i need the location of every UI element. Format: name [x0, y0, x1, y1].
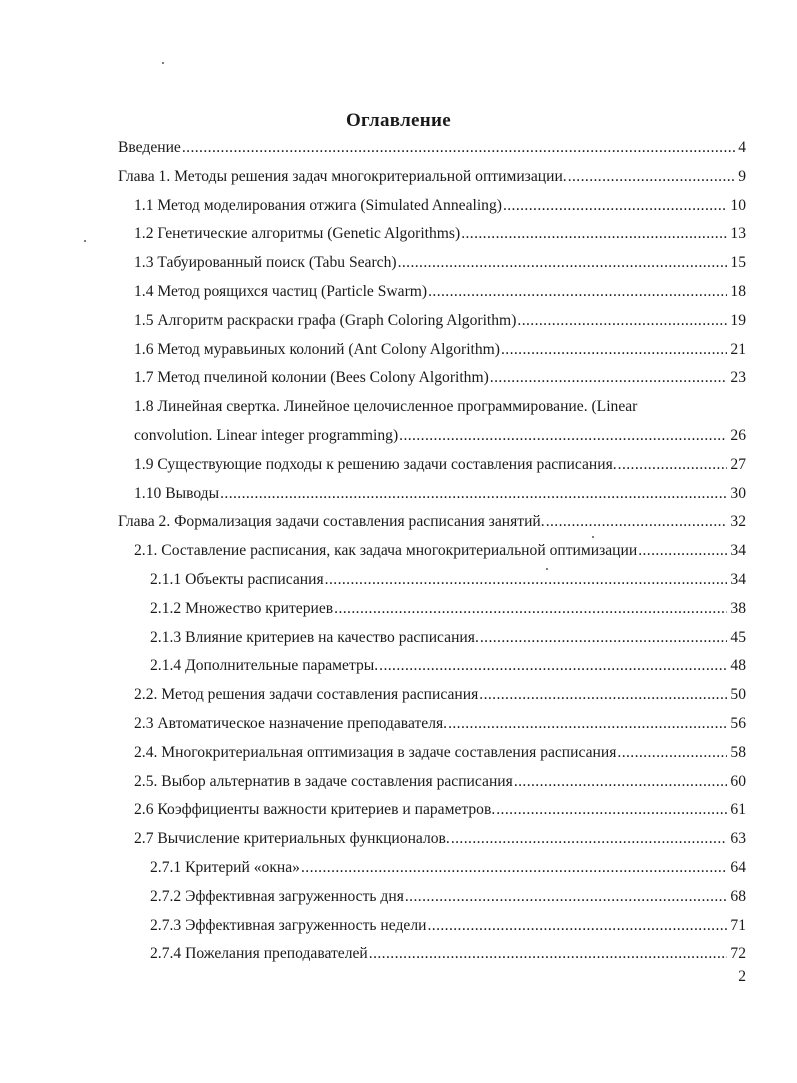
leader-dots: [496, 796, 727, 825]
toc-entry[interactable]: [118, 595, 746, 624]
toc-entry[interactable]: [118, 451, 746, 480]
toc-entry-label: 2.1. Составление расписания, как задача многокритериальной оптимизации: [134, 542, 638, 560]
toc-entry-page: 50: [730, 686, 746, 704]
toc-entry-label: 1.5 Алгоритм раскраски графа (Graph Coloring Algorithm): [134, 311, 517, 329]
toc-entry-label: 2.1.2 Множество критериев: [150, 599, 334, 617]
leader-dots: [448, 710, 727, 739]
toc-entry-page: 61: [730, 801, 746, 819]
leader-dots: [479, 681, 727, 710]
leader-dots: [379, 652, 727, 681]
scan-speck: [162, 62, 164, 64]
toc-entry[interactable]: [118, 364, 746, 393]
toc-entry-label: 1.3 Табуированный поиск (Tabu Search): [134, 254, 397, 272]
toc-entry-page: 48: [730, 657, 746, 675]
toc-entry-page: 9: [738, 167, 746, 185]
toc-entry-page: 27: [730, 455, 746, 473]
toc-entry-page: 30: [730, 484, 746, 502]
leader-dots: [427, 912, 727, 941]
toc-entry[interactable]: [118, 566, 746, 595]
toc-entry-label: convolution. Linear integer programming): [134, 426, 399, 444]
toc-entry-page: 13: [730, 225, 746, 243]
toc-entry[interactable]: [118, 940, 746, 969]
toc-entry-page: 15: [730, 254, 746, 272]
toc-entry[interactable]: [118, 652, 746, 681]
leader-dots: [490, 364, 728, 393]
toc-entry-page: 26: [730, 426, 746, 444]
leader-dots: [480, 624, 728, 653]
toc-entry[interactable]: [118, 422, 746, 451]
toc-entry-label: Глава 2. Формализация задачи составления расписания занятий.: [118, 513, 545, 531]
toc-entry-page: 34: [730, 570, 746, 588]
toc-entry-label: 2.1.1 Объекты расписания: [150, 570, 324, 588]
toc-entry[interactable]: [118, 508, 746, 537]
toc-entry-page: 19: [730, 311, 746, 329]
toc-entry[interactable]: [118, 480, 746, 509]
toc-entry-page: 4: [738, 139, 746, 156]
toc-entry[interactable]: [118, 537, 746, 566]
toc-entry[interactable]: [118, 854, 746, 883]
toc-entry[interactable]: [118, 134, 746, 163]
toc-entry[interactable]: [118, 768, 746, 797]
leader-dots: [369, 940, 728, 969]
leader-dots: [220, 480, 727, 509]
leader-dots: [301, 854, 727, 883]
toc-entry-label: 2.4. Многокритериальная оптимизация в задаче составления расписания: [134, 743, 617, 761]
toc-entry[interactable]: [118, 192, 746, 221]
toc-entry-label: 2.5. Выбор альтернатив в задаче составления расписания: [134, 772, 513, 790]
toc-entry[interactable]: [118, 883, 746, 912]
toc-entry[interactable]: [118, 796, 746, 825]
leader-dots: [451, 825, 728, 854]
toc-entry[interactable]: [118, 278, 746, 307]
toc-entry-label: 1.1 Метод моделирования отжига (Simulated Annealing): [134, 196, 502, 214]
toc-entry-page: 32: [730, 513, 746, 531]
toc-entry-label: 2.7.4 Пожелания преподавателей: [150, 945, 368, 963]
toc-entry-page: 45: [730, 628, 746, 646]
leader-dots: [325, 566, 728, 595]
toc-entry[interactable]: [118, 163, 746, 192]
toc-entry-page: 21: [730, 340, 746, 358]
toc-entry-page: 71: [730, 916, 746, 934]
toc-entry-label: 2.6 Коэффициенты важности критериев и параметров.: [134, 801, 496, 819]
toc-entry[interactable]: [118, 249, 746, 278]
toc-title: Оглавление: [345, 110, 452, 131]
toc-entry-page: 60: [730, 772, 746, 790]
toc-entry-page: 58: [730, 743, 746, 761]
toc-entry-label: 1.9 Существующие подходы к решению задачи составления расписания.: [134, 455, 617, 473]
page-number: 2: [738, 968, 746, 985]
toc-entry-page: 68: [730, 887, 746, 905]
leader-dots: [514, 768, 728, 797]
toc-entry[interactable]: [118, 307, 746, 336]
toc-entry-label: 1.2 Генетические алгоритмы (Genetic Algorithms): [134, 225, 461, 243]
leader-dots: [182, 134, 735, 163]
toc-entry-page: 64: [730, 858, 746, 876]
scan-speck: [84, 240, 86, 242]
toc-entry[interactable]: [118, 624, 746, 653]
leader-dots: [568, 163, 736, 192]
toc-entry-label: 2.3 Автоматическое назначение преподавателя.: [134, 714, 448, 732]
leader-dots: [405, 883, 728, 912]
toc-entry-label: 2.1.4 Дополнительные параметры.: [150, 657, 379, 675]
toc-entry-page: 72: [730, 945, 746, 963]
toc-entry[interactable]: [118, 681, 746, 710]
toc-entry-page: 56: [730, 714, 746, 732]
toc-entry-label: Глава 1. Методы решения задач многокритериальной оптимизации.: [118, 167, 567, 185]
leader-dots: [546, 508, 728, 537]
toc-entry-page: 18: [730, 282, 746, 300]
toc-entry-page: 23: [730, 369, 746, 387]
toc-entry[interactable]: [118, 710, 746, 739]
leader-dots: [503, 192, 727, 221]
leader-dots: [501, 336, 727, 365]
toc-entry-label-line1[interactable]: 1.8 Линейная свертка. Линейное целочисленное программирование. (Linear: [134, 398, 638, 416]
toc-entry-label: 2.7.1 Критерий «окна»: [150, 858, 300, 876]
toc-entry-label: 2.7.3 Эффективная загруженность недели: [150, 916, 427, 934]
leader-dots: [617, 739, 727, 768]
leader-dots: [334, 595, 727, 624]
toc-entry[interactable]: [118, 912, 746, 941]
toc-entry-label: 1.6 Метод муравьиных колоний (Ant Colony Algorithm): [134, 340, 500, 358]
toc-entry-page: 34: [730, 542, 746, 560]
toc-entry-label: 2.1.3 Влияние критериев на качество расписания.: [150, 628, 479, 646]
leader-dots: [517, 307, 727, 336]
toc-entry[interactable]: [118, 825, 746, 854]
toc-entry-label: 1.7 Метод пчелиной колонии (Bees Colony Algorithm): [134, 369, 489, 387]
leader-dots: [398, 249, 728, 278]
toc-entry-label: 2.7.2 Эффективная загруженность дня: [150, 887, 404, 905]
toc-entry-page: 63: [730, 830, 746, 848]
toc-entry[interactable]: [118, 739, 746, 768]
leader-dots: [428, 278, 727, 307]
leader-dots: [638, 537, 727, 566]
toc-entry[interactable]: [118, 220, 746, 249]
table-of-contents: [118, 134, 746, 969]
leader-dots: [618, 451, 728, 480]
toc-entry-label: 2.2. Метод решения задачи составления расписания: [134, 686, 479, 704]
toc-entry-label: Введение: [118, 139, 181, 156]
leader-dots: [399, 422, 727, 451]
toc-entry-page: 10: [730, 196, 746, 214]
toc-entry-page: 38: [730, 599, 746, 617]
toc-entry-label: 1.4 Метод роящихся частиц (Particle Swarm): [134, 282, 428, 300]
leader-dots: [461, 220, 727, 249]
toc-entry[interactable]: [118, 336, 746, 365]
toc-entry-label: 2.7 Вычисление критериальных функционалов.: [134, 830, 450, 848]
toc-entry-label: 1.10 Выводы: [134, 484, 220, 502]
